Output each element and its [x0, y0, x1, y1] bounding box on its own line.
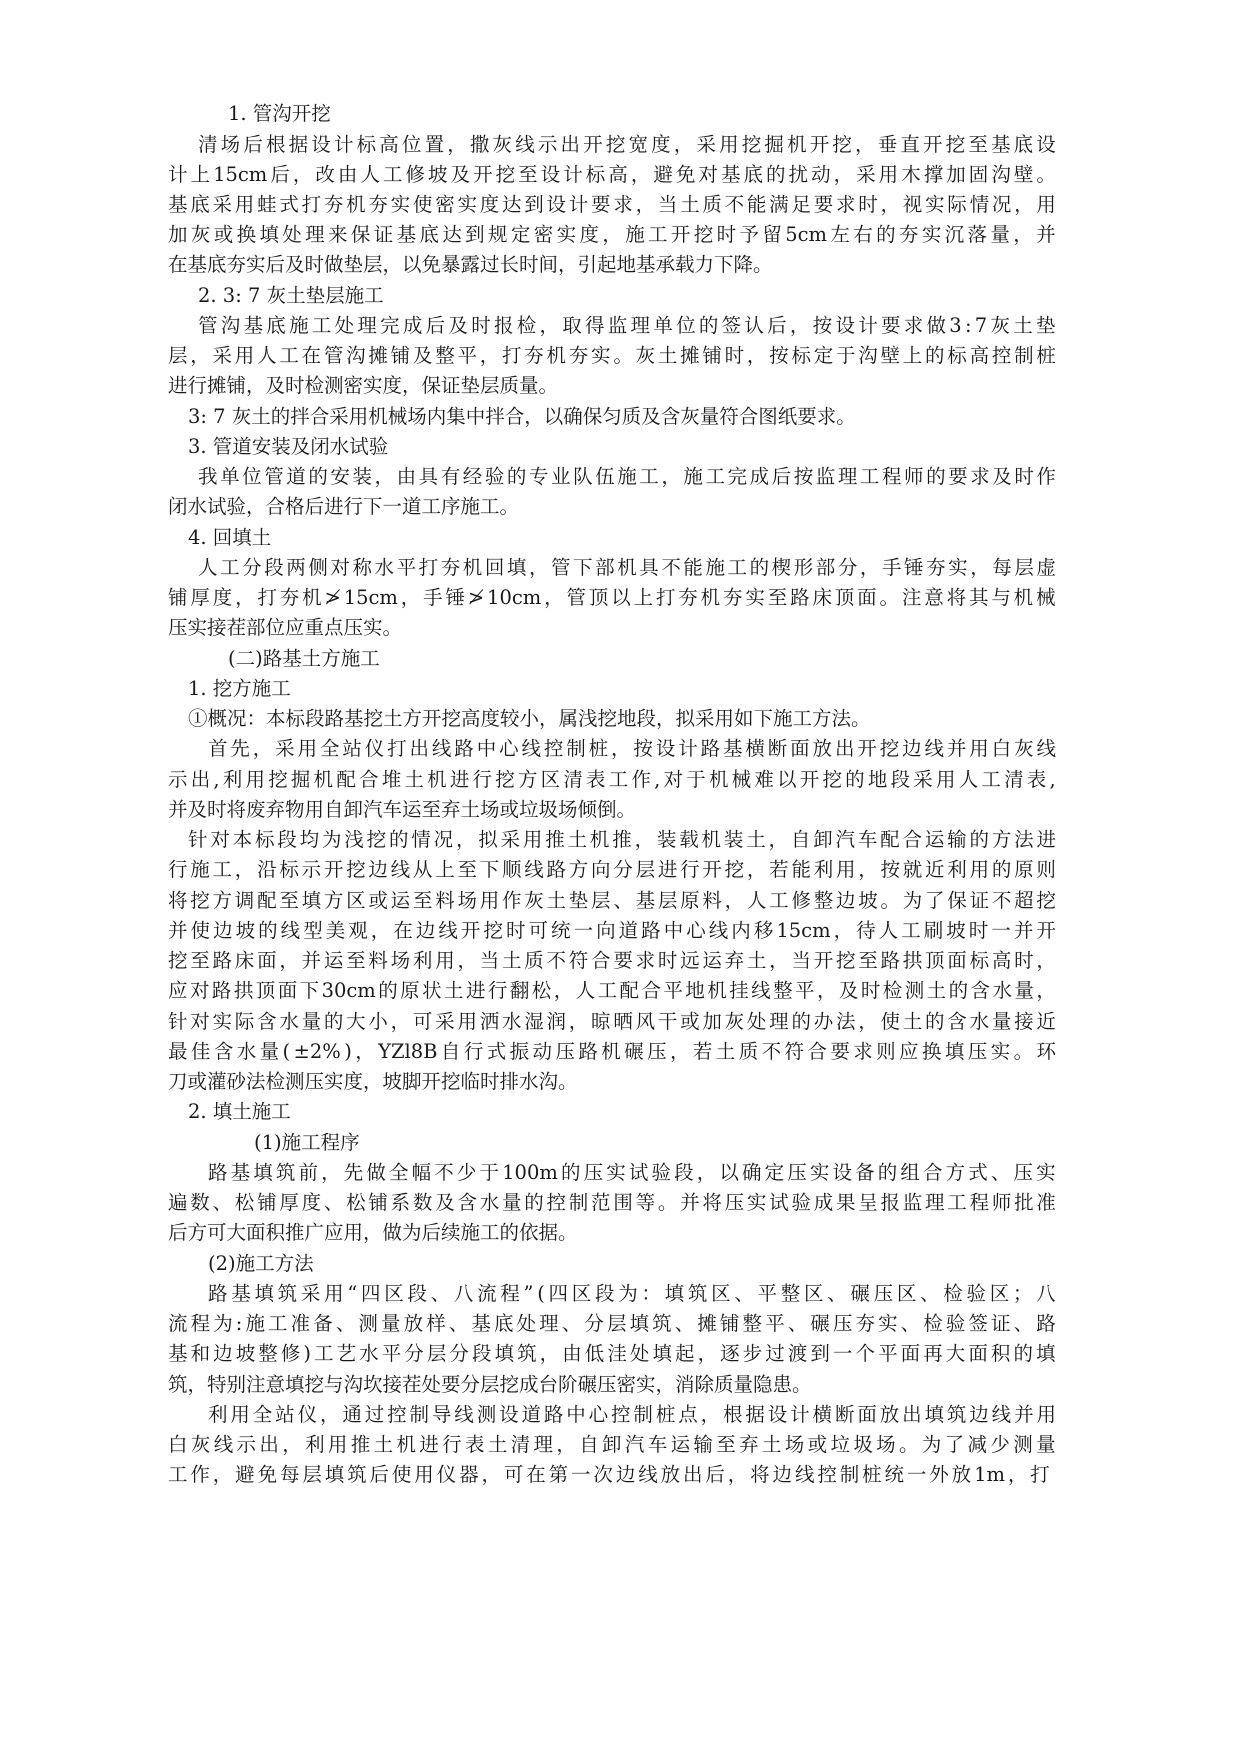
heading-construction-procedure: (1)施工程序	[254, 1131, 360, 1154]
paragraph-line: 并 使 边 坡 的 线 型 美 观 ， 在 边 线 开 挖 时 可 统 一 向 道 路 中 心 线 内 移 15cm ， 待 人 工 刷 坡 时 一 并 开	[168, 919, 1056, 942]
paragraph-line: 清 场 后 根 据 设 计 标 高 位 置 ， 撒 灰 线 示 出 开 挖 宽 度 ， 采 用 挖 掘 机 开 挖 ， 垂 直 开 挖 至 基 底 设	[198, 133, 1056, 156]
heading-lime-soil-cushion: 2. 3: 7 灰土垫层施工	[198, 284, 384, 307]
paragraph-line: 行 施 工 ， 沿 标 示 开 挖 边 线 从 上 至 下 顺 线 路 方 向 分 层 进 行 开 挖 ， 若 能 利 用 ， 按 就 近 利 用 的 原 则	[168, 858, 1056, 881]
paragraph-line: 工 作 ， 避 免 每 层 填 筑 后 使 用 仪 器 ， 可 在 第 一 次 边 线 放 出 后 ， 将 边 线 控 制 桩 统 一 外 放 1m ， 打	[168, 1463, 1050, 1486]
paragraph-line: 将 挖 方 调 配 至 填 方 区 或 运 至 料 场 用 作 灰 土 垫 层 、 基 层 原 料 ， 人 工 修 整 边 坡 。 为 了 保 证 不 超 挖	[168, 889, 1056, 912]
paragraph-line: 针 对 实 际 含 水 量 的 大 小 ， 可 采 用 洒 水 湿 润 ， 晾 晒 风 干 或 加 灰 处 理 的 办 法 ， 使 土 的 含 水 量 接 近	[168, 1010, 1056, 1033]
paragraph-line: 挖 至 路 床 面 ， 并 运 至 料 场 利 用 ， 当 土 质 不 符 合 要 求 时 远 运 弃 土 ， 当 开 挖 至 路 拱 顶 面 标 高 时 ，	[168, 949, 1056, 972]
paragraph-line: 铺 厚 度 ， 打 夯 机 ≯ 15cm ， 手 锤 ≯ 10cm ， 管 顶 以 上 打 夯 机 夯 实 至 路 床 顶 面 。 注 意 将 其 与 机 械	[168, 586, 1056, 609]
heading-trench-excavation: 1. 管沟开挖	[228, 102, 331, 125]
paragraph-line: 基 底 采 用 蛙 式 打 夯 机 夯 实 使 密 实 度 达 到 设 计 要 求 ， 当 土 质 不 能 满 足 要 求 时 ， 视 实 际 情 况 ， 用	[168, 193, 1056, 216]
paragraph-line: 人 工 分 段 两 侧 对 称 水 平 打 夯 机 回 填 ， 管 下 部 机 具 不 能 施 工 的 楔 形 部 分 ， 手 锤 夯 实 ， 每 层 虚	[198, 556, 1056, 579]
paragraph-line: 路 基 填 筑 前 ， 先 做 全 幅 不 少 于 100m 的 压 实 试 验 段 ， 以 确 定 压 实 设 备 的 组 合 方 式 、 压 实	[208, 1161, 1056, 1184]
paragraph-line: 最 佳 含 水 量 ( ±2% ) ， YZl8B 自 行 式 振 动 压 路 机 碾 压 ， 若 土 质 不 符 合 要 求 则 应 换 填 压 实 。 环	[168, 1040, 1056, 1063]
paragraph-line: 流 程 为 : 施 工 准 备 、 测 量 放 样 、 基 底 处 理 、 分 层 填 筑 、 摊 铺 整 平 、 碾 压 夯 实 、 检 验 签 证 、 路	[168, 1312, 1056, 1335]
paragraph-line: 筑，特别注意填挖与沟坎接茬处要分层挖成台阶碾压密实，消除质量隐患。	[168, 1373, 812, 1396]
paragraph-line: 利 用 全 站 仪 ， 通 过 控 制 导 线 测 设 道 路 中 心 控 制 桩 点 ， 根 据 设 计 横 断 面 放 出 填 筑 边 线 并 用	[208, 1403, 1056, 1426]
paragraph-line: 针 对 本 标 段 均 为 浅 挖 的 情 况 ， 拟 采 用 推 土 机 推 ， 装 载 机 装 土 ， 自 卸 汽 车 配 合 运 输 的 方 法 进	[188, 828, 1056, 851]
paragraph-line: 后方可大面积推广应用，做为后续施工的依据。	[168, 1221, 578, 1244]
paragraph-line: 闭水试验，合格后进行下一道工序施工。	[168, 495, 520, 518]
paragraph-line: 我 单 位 管 道 的 安 装 ， 由 具 有 经 验 的 专 业 队 伍 施 工 ， 施 工 完 成 后 按 监 理 工 程 师 的 要 求 及 时 作	[198, 465, 1056, 488]
paragraph-line: 进行摊铺，及时检测密实度，保证垫层质量。	[168, 374, 559, 397]
paragraph-line: 加 灰 或 换 填 处 理 来 保 证 基 底 达 到 规 定 密 实 度 ， 施 工 开 挖 时 予 留 5cm 左 右 的 夯 实 沉 落 量 ， 并	[168, 223, 1056, 246]
paragraph-line: ①概况：本标段路基挖土方开挖高度较小，属浅挖地段，拟采用如下施工方法。	[188, 707, 871, 730]
heading-backfill: 4. 回填土	[188, 526, 272, 549]
paragraph-line: 层 ， 采 用 人 工 在 管 沟 摊 铺 及 整 平 ， 打 夯 机 夯 实 。 灰 土 摊 铺 时 ， 按 标 定 于 沟 壁 上 的 标 高 控 制 桩	[168, 344, 1056, 367]
paragraph-line: 并及时将废弃物用自卸汽车运至弃土场或垃圾场倾倒。	[168, 798, 637, 821]
paragraph-line: 基 和 边 坡 整 修 ) 工 艺 水 平 分 层 分 段 填 筑 ， 由 低 洼 处 填 起 ， 逐 步 过 渡 到 一 个 平 面 再 大 面 积 的 填	[168, 1342, 1056, 1365]
paragraph-line: 应 对 路 拱 顶 面 下 30cm 的 原 状 土 进 行 翻 松 ， 人 工 配 合 平 地 机 挂 线 整 平 ， 及 时 检 测 土 的 含 水 量 ，	[168, 979, 1056, 1002]
paragraph-line: 压实接茬部位应重点压实。	[168, 616, 403, 639]
heading-fill-construction: 2. 填土施工	[188, 1100, 291, 1123]
heading-construction-method: (2)施工方法	[208, 1252, 314, 1275]
paragraph-line: 遍 数 、 松 铺 厚 度 、 松 铺 系 数 及 含 水 量 的 控 制 范 围 等 。 并 将 压 实 试 验 成 果 呈 报 监 理 工 程 师 批 准	[168, 1191, 1056, 1214]
heading-excavation: 1. 挖方施工	[188, 677, 291, 700]
heading-pipe-installation: 3. 管道安装及闭水试验	[188, 435, 389, 458]
paragraph-line: 路 基 填 筑 采 用 “ 四 区 段 、 八 流 程 ” ( 四 区 段 为 ： 填 筑 区 、 平 整 区 、 碾 压 区 、 检 验 区 ； 八	[208, 1282, 1056, 1305]
paragraph-line: 示 出 , 利 用 挖 掘 机 配 合 堆 土 机 进 行 挖 方 区 清 表 工 作 , 对 于 机 械 难 以 开 挖 的 地 段 采 用 人 工 清 表 ,	[168, 768, 1056, 791]
paragraph-line: 首 先 ， 采 用 全 站 仪 打 出 线 路 中 心 线 控 制 桩 ， 按 设 计 路 基 横 断 面 放 出 开 挖 边 线 并 用 白 灰 线	[208, 737, 1056, 760]
paragraph-line: 在基底夯实后及时做垫层，以免暴露过长时间，引起地基承载力下降。	[168, 253, 773, 276]
paragraph-line: 3: 7 灰土的拌合采用机械场内集中拌合，以确保匀质及含灰量符合图纸要求。	[188, 405, 856, 428]
section-heading-subgrade-earthwork: (二)路基土方施工	[228, 647, 380, 670]
paragraph-line: 白 灰 线 示 出 ， 利 用 推 土 机 进 行 表 土 清 理 ， 自 卸 汽 车 运 输 至 弃 土 场 或 垃 圾 场 。 为 了 减 少 测 量	[168, 1433, 1056, 1456]
paragraph-line: 管 沟 基 底 施 工 处 理 完 成 后 及 时 报 检 ， 取 得 监 理 单 位 的 签 认 后 ， 按 设 计 要 求 做 3 : 7 灰 土 垫	[198, 314, 1056, 337]
paragraph-line: 计 上 15cm 后 ， 改 由 人 工 修 坡 及 开 挖 至 设 计 标 高 ， 避 免 对 基 底 的 扰 动 ， 采 用 木 撑 加 固 沟 壁 。	[168, 163, 1056, 186]
paragraph-line: 刀或灌砂法检测压实度，坡脚开挖临时排水沟。	[168, 1070, 578, 1093]
